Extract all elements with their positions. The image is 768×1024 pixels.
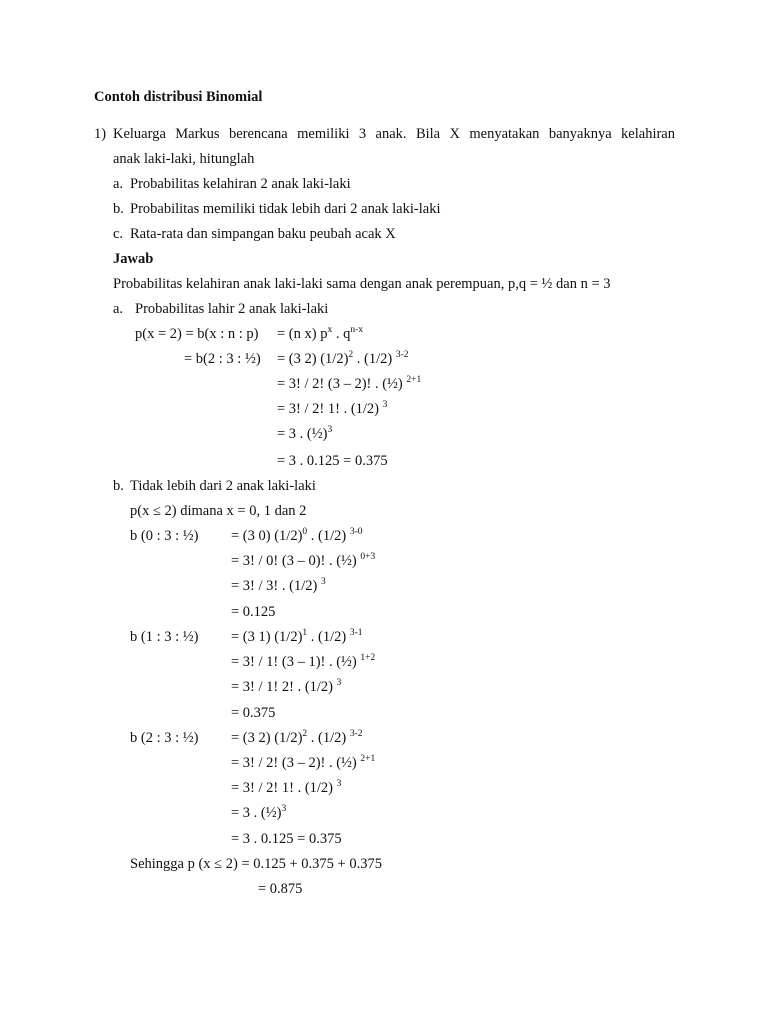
b2-step-1: = (3 2) $(1/2)^2$ . (1/2) $^{3-2}$ <box>231 729 363 746</box>
conclusion-line-1: Sehingga p (x ≤ 2) = 0.125 + 0.375 + 0.375 <box>130 856 382 872</box>
b0-step-1: = (3 0) $(1/2)^0$ . (1/2) $^{3-0}$ <box>231 527 363 544</box>
problem-statement-line-2: anak laki-laki, hitunglah <box>113 151 255 167</box>
question-a-text: Probabilitas kelahiran 2 anak laki-laki <box>130 176 351 192</box>
question-b-marker: b. <box>113 201 124 217</box>
part-a-lhs-2: = b(2 : 3 : ½) <box>184 351 261 367</box>
question-c-marker: c. <box>113 226 124 242</box>
part-a-marker: a. <box>113 301 124 317</box>
part-b-condition: p(x ≤ 2) dimana x = 0, 1 dan 2 <box>130 503 307 519</box>
conclusion-line-2: = 0.875 <box>258 881 303 897</box>
part-a-lhs-1: p(x = 2) = b(x : n : p) <box>135 326 259 342</box>
answer-intro: Probabilitas kelahiran anak laki-laki sama dengan anak perempuan, p,q = ½ dan n = 3 <box>113 276 611 292</box>
problem-number: 1) <box>94 126 107 142</box>
part-a-result: = 3 . 0.125 = 0.375 <box>277 453 388 469</box>
b0-step-3: = 3! / 3! . (1/2) $^3$ <box>231 577 326 594</box>
question-a-marker: a. <box>113 176 124 192</box>
b0-step-2: = 3! / 0! (3 – 0)! . (½) $^{0+3}$ <box>231 552 376 569</box>
part-b-title: Tidak lebih dari 2 anak laki-laki <box>130 478 316 494</box>
b1-step-2: = 3! / 1! (3 – 1)! . (½) $^{1+2}$ <box>231 653 376 670</box>
part-a-step-5: = 3 . (½)$^3$ <box>277 425 333 442</box>
part-a-step-3: = 3! / 2! (3 – 2)! . (½) $^{2+1}$ <box>277 375 422 392</box>
b1-result: = 0.375 <box>231 705 276 721</box>
b2-step-4: = 3 . (½)$^3$ <box>231 804 287 821</box>
part-a-step-2: = (3 2) $(1/2)^2$ . (1/2) $^{3-2}$ <box>277 350 409 367</box>
b0-result: = 0.125 <box>231 604 276 620</box>
question-b-text: Probabilitas memiliki tidak lebih dari 2 anak laki-laki <box>130 201 441 217</box>
document-title: Contoh distribusi Binomial <box>94 89 263 105</box>
b2-result: = 3 . 0.125 = 0.375 <box>231 831 342 847</box>
b2-step-3: = 3! / 2! 1! . (1/2) $^3$ <box>231 779 342 796</box>
answer-heading: Jawab <box>113 251 154 267</box>
part-a-step-4: = 3! / 2! 1! . (1/2) $^3$ <box>277 400 388 417</box>
b1-label: b (1 : 3 : ½) <box>130 629 199 645</box>
question-c-text: Rata-rata dan simpangan baku peubah acak X <box>130 226 396 242</box>
part-b-marker: b. <box>113 478 124 494</box>
part-a-title: Probabilitas lahir 2 anak laki-laki <box>135 301 329 317</box>
b2-label: b (2 : 3 : ½) <box>130 730 199 746</box>
b1-step-3: = 3! / 1! 2! . (1/2) $^3$ <box>231 678 342 695</box>
part-a-step-1: = (n x) $p^x$ . $q^{n-x}$ <box>277 325 364 342</box>
b1-step-1: = (3 1) $(1/2)^1$ . (1/2) $^{3-1}$ <box>231 628 363 645</box>
b0-label: b (0 : 3 : ½) <box>130 528 199 544</box>
problem-statement-line-1: Keluarga Markus berencana memiliki 3 anak. Bila X menyatakan banyaknya kelahiran <box>113 126 675 142</box>
b2-step-2: = 3! / 2! (3 – 2)! . (½) $^{2+1}$ <box>231 754 376 771</box>
